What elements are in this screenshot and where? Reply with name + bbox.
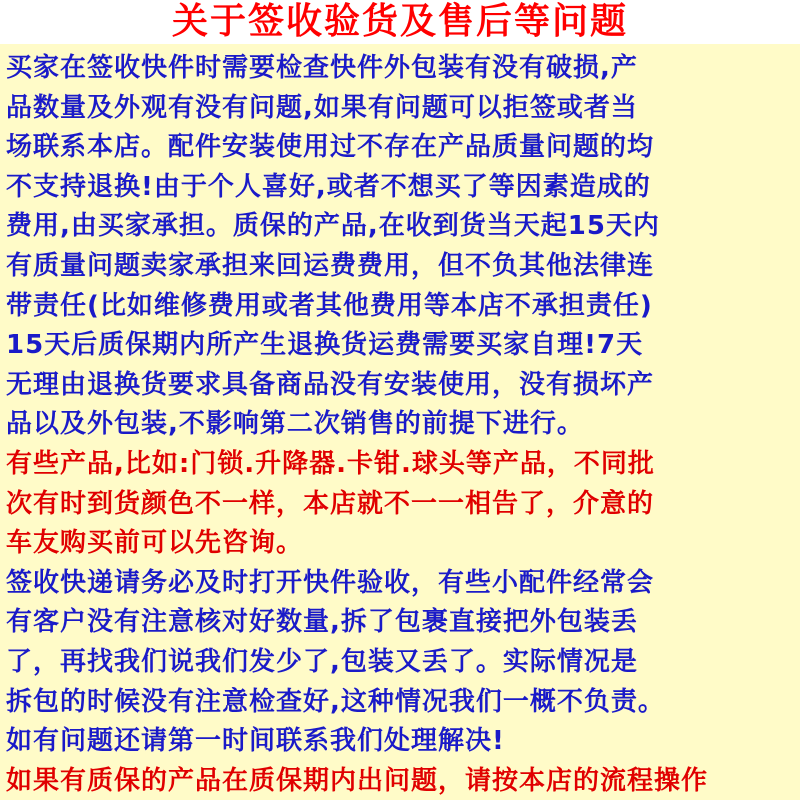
title-bar [0, 0, 800, 44]
notice-line-19: 如果有质保的产品在质保期内出问题，请按本店的流程操作 [6, 765, 709, 796]
notice-line-8: 15天后质保期内所产生退换货运费需要买家自理!7天 [6, 330, 644, 361]
notice-line-4: 不支持退换!由于个人喜好,或者不想买了等因素造成的 [6, 171, 651, 202]
notice-line-3: 场联系本店。配件安装使用过不存在产品质量问题的均 [6, 132, 655, 163]
notice-line-7: 带责任(比如维修费用或者其他费用等本店不承担责任) [6, 290, 653, 321]
notice-line-17: 拆包的时候没有注意检查好,这种情况我们一概不负责。 [6, 686, 665, 717]
page-title: 关于签收验货及售后等问题 [171, 1, 628, 42]
notice-line-14: 签收快递请务必及时打开快件验收，有些小配件经常会 [6, 567, 655, 598]
notice-line-6: 有质量问题卖家承担来回运费费用，但不负其他法律连 [6, 251, 655, 281]
notice-line-5: 费用,由买家承担。质保的产品,在收到货当天起15天内 [6, 211, 660, 242]
notice-line-11: 有些产品,比如:门锁.升降器.卡钳.球头等产品，不同批 [6, 449, 655, 479]
notice-line-12: 次有时到货颜色不一样，本店就不一一相告了，介意的 [6, 488, 655, 519]
notice-body [0, 44, 800, 800]
notice-line-10: 品以及外包装,不影响第二次销售的前提下进行。 [6, 409, 584, 440]
notice-line-13: 车友购买前可以先咨询。 [6, 528, 304, 559]
notice-line-2: 品数量及外观有没有问题,如果有问题可以拒签或者当 [6, 92, 638, 123]
notice-line-1: 买家在签收快件时需要检查快件外包装有没有破损,产 [6, 53, 638, 83]
notice-line-9: 无理由退换货要求具备商品没有安装使用，没有损坏产 [6, 369, 655, 400]
notice-line-18: 如有问题还请第一时间联系我们处理解决! [6, 726, 505, 757]
notice-line-16: 了，再找我们说我们发少了,包装又丢了。实际情况是 [6, 647, 638, 677]
notice-line-15: 有客户没有注意核对好数量,拆了包裹直接把外包装丢 [6, 607, 638, 638]
